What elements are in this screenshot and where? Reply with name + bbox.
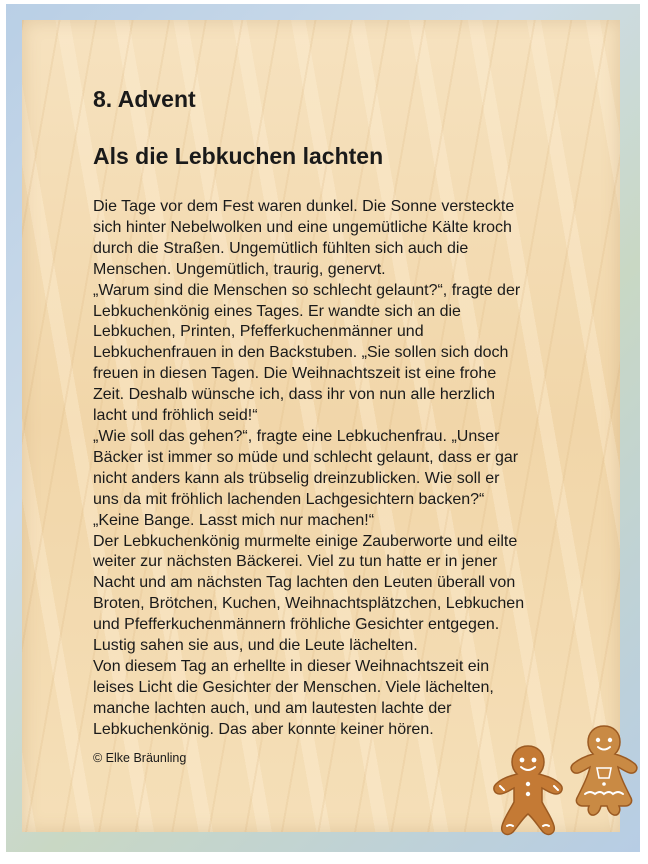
story-line: durch die Straßen. Ungemütlich fühlten sich auch die (93, 239, 469, 257)
story-line: Lustig sahen sie aus, und die Leute lächelten. (93, 637, 418, 655)
story-line: weiter zur nächsten Bäckerei. Viel zu tun hatte er in jener (93, 553, 498, 571)
story-line: „Warum sind die Menschen so schlecht gelaunt?“, fragte der (93, 281, 521, 299)
story-line: Von diesem Tag an erhellte in dieser Weihnachtszeit ein (93, 657, 490, 675)
story-line: Der Lebkuchenkönig murmelte einige Zauberworte und eilte (93, 532, 518, 550)
copyright-notice: © Elke Bräunling (93, 751, 187, 765)
story-line: sich hinter Nebelwolken und eine ungemütliche Kälte kroch (93, 218, 512, 236)
story-line: Zeit. Deshalb wünsche ich, dass ihr von nun alle herzlich (93, 386, 495, 404)
story-content (93, 84, 573, 741)
story-line: Lebkuchenfrauen in den Backstuben. „Sie sollen sich doch (93, 344, 509, 362)
story-line: Menschen. Ungemütlich, traurig, genervt. (93, 260, 386, 278)
story-line: und Pfefferkuchenmännern fröhliche Gesichter entgegen. (93, 616, 500, 634)
story-line: nicht anders kann als trübselig dreinzublicken. Wie soll er (93, 469, 500, 487)
story-line: lacht und fröhlich seid!“ (93, 407, 258, 425)
gingerbread-man-icon (488, 740, 568, 840)
advent-heading: 8. Advent (93, 86, 196, 112)
story-line: Nacht und am nächsten Tag lachten den Leuten überall von (93, 574, 516, 592)
story-line: Lebkuchen, Printen, Pfefferkuchenmänner und (93, 323, 424, 341)
story-line: manche lachten auch, und am lautesten lachte der (93, 699, 452, 717)
story-line: leises Licht die Gesichter der Menschen. Viele lächelten, (93, 678, 494, 696)
story-line: Die Tage vor dem Fest waren dunkel. Die Sonne versteckte (93, 198, 515, 215)
story-line: Bäcker ist immer so müde und schlecht gelaunt, dass er gar (93, 448, 519, 466)
story-line: „Keine Bange. Lasst mich nur machen!“ (93, 511, 375, 529)
gingerbread-woman-icon (565, 722, 643, 822)
story-line: freuen in diesen Tagen. Die Weihnachtszeit ist eine frohe (93, 365, 497, 383)
story-title: Als die Lebkuchen lachten (93, 143, 384, 169)
story-line: Broten, Brötchen, Kuchen, Weihnachtsplätzchen, Lebkuchen (93, 595, 525, 613)
story-line: Lebkuchenkönig. Das aber konnte keiner hören. (93, 720, 434, 738)
story-line: uns da mit fröhlich lachenden Lachgesichtern backen?“ (93, 490, 485, 508)
story-body (93, 197, 573, 741)
story-line: „Wie soll das gehen?“, fragte eine Lebkuchenfrau. „Unser (93, 427, 500, 445)
story-line: Lebkuchenkönig eines Tages. Er wandte sich an die (93, 302, 461, 320)
